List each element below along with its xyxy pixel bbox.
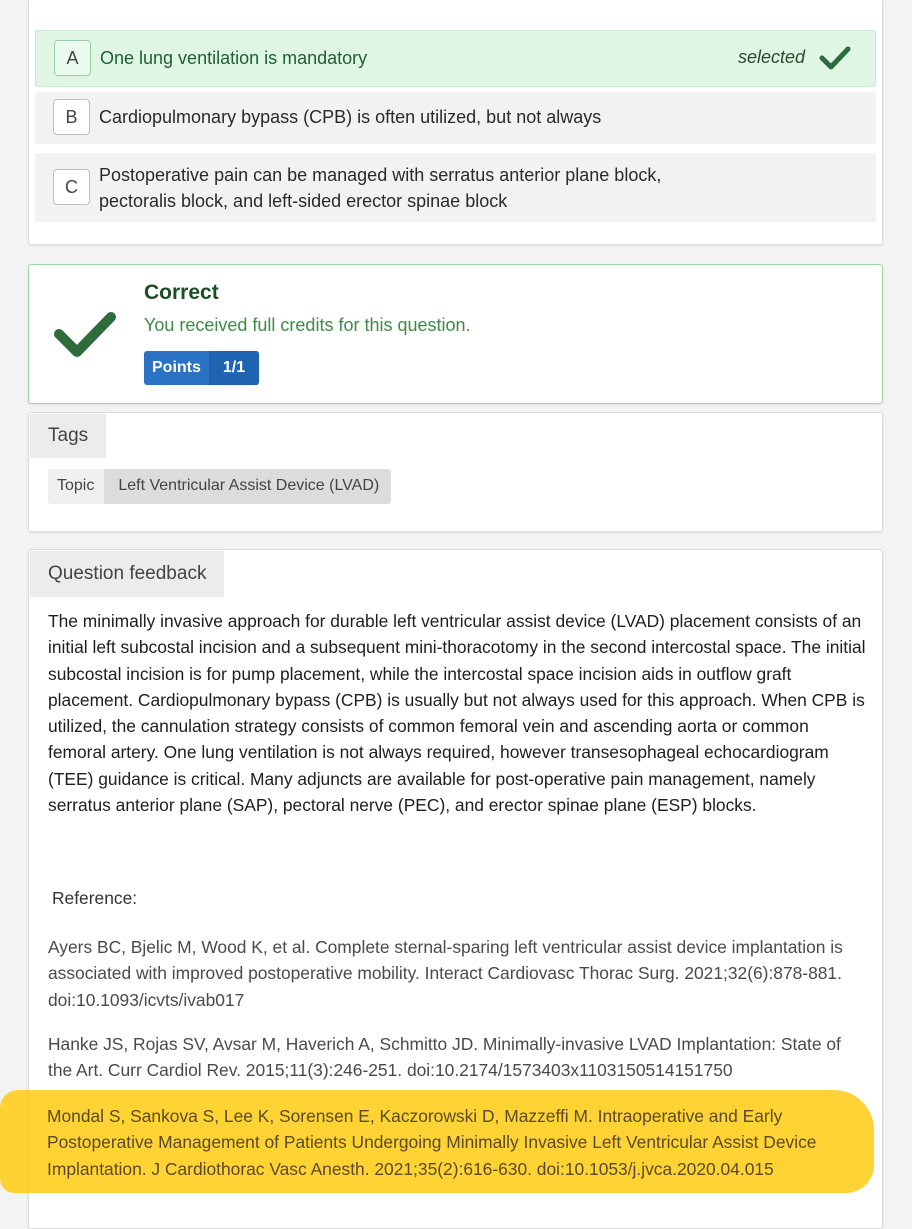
tags-card xyxy=(28,412,883,532)
feedback-header: Question feedback xyxy=(30,551,224,597)
points-badge xyxy=(144,351,259,385)
reference-label: Reference: xyxy=(52,888,138,908)
result-title: Correct xyxy=(144,281,219,304)
option-c[interactable] xyxy=(35,153,876,222)
option-letter: A xyxy=(54,40,91,76)
points-label: Points xyxy=(152,359,201,376)
reference-item-highlighted: Mondal S, Sankova S, Lee K, Sorensen E, Kaczorowski D, Mazzeffi M. Intraoperative and Early Postoperative Management of Patients Undergoing Minimally Invasive Left Ventricular Assist Device Implantation. J Cardiothorac Vasc Anesth. 2021;35(2):616-630. doi:10.1053/j.jvca.2020.04.015 xyxy=(47,1106,817,1179)
feedback-body: The minimally invasive approach for durable left ventricular assist device (LVAD) placement consists of an initial left subcostal incision and a subsequent mini-thoracotomy in the second intercostal space. The initial subcostal incision is for pump placement, while the intercostal space incision aids in outflow graft placement. Cardiopulmonary bypass (CPB) is usually but not always used for this approach. When CPB is utilized, the cannulation strategy consists of common femoral vein and ascending aorta or common femoral artery. One lung ventilation is not always required, however transesophageal echocardiogram (TEE) guidance is critical. Many adjuncts are available for post-operative pain management, namely serratus anterior plane (SAP), pectoral nerve (PEC), and erector spinae plane (ESP) blocks. xyxy=(48,611,866,816)
reference-item: Ayers BC, Bjelic M, Wood K, et al. Complete sternal-sparing left ventricular assist device implantation is associated with improved postoperative mobility. Interact Cardiovasc Thorac Surg. 2021;32(6):878-881. doi:10.1093/icvts/ivab017 xyxy=(48,937,843,1010)
option-a[interactable] xyxy=(35,30,876,87)
answer-options-card xyxy=(28,0,883,245)
option-text-line: Postoperative pain can be managed with serratus anterior plane block, xyxy=(99,165,662,185)
option-text: Cardiopulmonary bypass (CPB) is often utilized, but not always xyxy=(99,107,602,127)
option-text-line: pectoralis block, and left-sided erector spinae block xyxy=(99,191,508,211)
tag-key: Topic xyxy=(48,469,104,504)
tag-value: Left Ventricular Assist Device (LVAD) xyxy=(104,469,391,504)
option-letter: C xyxy=(53,169,90,205)
result-card xyxy=(28,264,883,404)
reference-item: Hanke JS, Rojas SV, Avsar M, Haverich A, Schmitto JD. Minimally-invasive LVAD Implantation: State of the Art. Curr Cardiol Rev. 2015;11(3):246-251. doi:10.2174/1573403x1103150514151750 xyxy=(48,1034,841,1081)
option-text: One lung ventilation is mandatory xyxy=(100,48,368,68)
points-value: 1/1 xyxy=(209,351,259,385)
option-text xyxy=(99,162,661,214)
tags-header: Tags xyxy=(30,414,106,458)
option-letter: B xyxy=(53,99,90,135)
topic-tag[interactable] xyxy=(48,469,391,504)
option-b[interactable] xyxy=(35,92,876,144)
checkmark-icon xyxy=(819,45,851,71)
selected-label: selected xyxy=(737,47,805,67)
checkmark-icon xyxy=(53,309,117,361)
result-message: You received full credits for this question. xyxy=(144,315,471,335)
